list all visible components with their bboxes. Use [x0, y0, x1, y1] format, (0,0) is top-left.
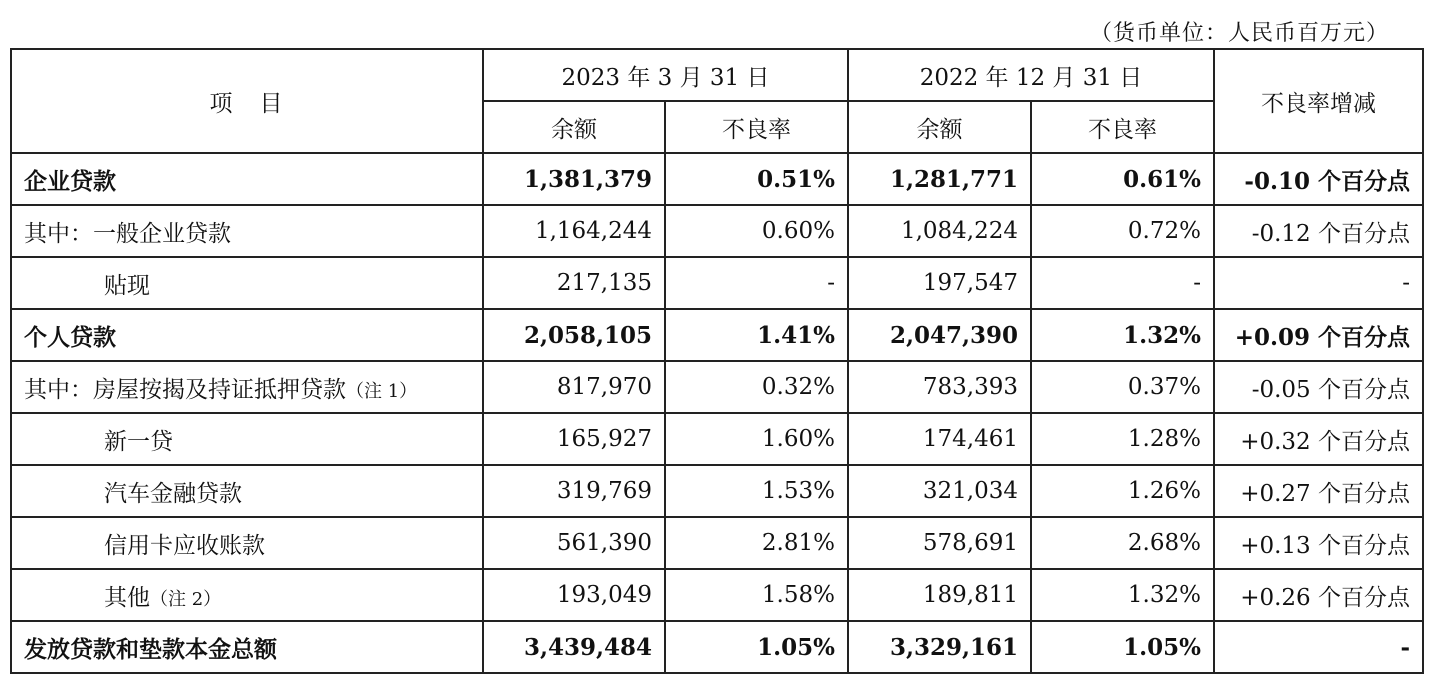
row-label: 新一贷: [11, 413, 483, 465]
npl-ratio-2023: -: [665, 257, 848, 309]
balance-2022: 1,084,224: [848, 205, 1031, 257]
npl-ratio-2023: 1.53%: [665, 465, 848, 517]
table-row: [11, 153, 1423, 205]
loan-quality-table: [10, 48, 1424, 674]
npl-change: -0.12 个百分点: [1214, 205, 1423, 257]
npl-change: +0.27 个百分点: [1214, 465, 1423, 517]
table-row: [11, 205, 1423, 257]
npl-ratio-2022: 2.68%: [1031, 517, 1214, 569]
npl-change: +0.09 个百分点: [1214, 309, 1423, 361]
header-npl-change: 不良率增减: [1214, 49, 1423, 153]
balance-2023: 817,970: [483, 361, 665, 413]
table-row: [11, 465, 1423, 517]
row-label-text: 其他: [104, 584, 150, 611]
balance-2023: 1,164,244: [483, 205, 665, 257]
npl-ratio-2023: 0.60%: [665, 205, 848, 257]
row-label: 信用卡应收账款: [11, 517, 483, 569]
npl-ratio-2022: 1.28%: [1031, 413, 1214, 465]
row-label: 贴现: [11, 257, 483, 309]
balance-2022: 321,034: [848, 465, 1031, 517]
npl-change: -0.10 个百分点: [1214, 153, 1423, 205]
npl-ratio-2022: 1.32%: [1031, 309, 1214, 361]
npl-ratio-2022: 1.32%: [1031, 569, 1214, 621]
row-label: 企业贷款: [11, 153, 483, 205]
balance-2022: 578,691: [848, 517, 1031, 569]
header-item: 项 目: [11, 49, 483, 153]
balance-2022: 1,281,771: [848, 153, 1031, 205]
row-label: 汽车金融贷款: [11, 465, 483, 517]
header-npl-ratio-2022: 不良率: [1031, 101, 1214, 153]
balance-2023: 3,439,484: [483, 621, 665, 673]
balance-2023: 561,390: [483, 517, 665, 569]
npl-ratio-2022: 0.72%: [1031, 205, 1214, 257]
balance-2022: 174,461: [848, 413, 1031, 465]
row-label: 发放贷款和垫款本金总额: [11, 621, 483, 673]
row-label: 其中：一般企业贷款: [11, 205, 483, 257]
balance-2023: 1,381,379: [483, 153, 665, 205]
npl-change: -: [1214, 257, 1423, 309]
npl-ratio-2023: 1.60%: [665, 413, 848, 465]
header-balance-2022: 余额: [848, 101, 1031, 153]
balance-2023: 165,927: [483, 413, 665, 465]
table-body: [11, 153, 1423, 673]
row-label: [11, 361, 483, 413]
table-row: [11, 413, 1423, 465]
npl-change: +0.13 个百分点: [1214, 517, 1423, 569]
npl-ratio-2023: 1.05%: [665, 621, 848, 673]
footnote-ref: （注 2）: [150, 588, 222, 610]
npl-ratio-2022: -: [1031, 257, 1214, 309]
npl-change: +0.26 个百分点: [1214, 569, 1423, 621]
balance-2023: 193,049: [483, 569, 665, 621]
table-row: [11, 309, 1423, 361]
npl-change: -: [1214, 621, 1423, 673]
npl-ratio-2022: 0.61%: [1031, 153, 1214, 205]
npl-change: -0.05 个百分点: [1214, 361, 1423, 413]
balance-2022: 783,393: [848, 361, 1031, 413]
npl-ratio-2022: 0.37%: [1031, 361, 1214, 413]
npl-change: +0.32 个百分点: [1214, 413, 1423, 465]
balance-2022: 2,047,390: [848, 309, 1031, 361]
balance-2023: 2,058,105: [483, 309, 665, 361]
npl-ratio-2023: 2.81%: [665, 517, 848, 569]
currency-unit-note: （货币单位：人民币百万元）: [1089, 21, 1389, 46]
table-row: [11, 569, 1423, 621]
header-period-2022: 2022 年 12 月 31 日: [848, 49, 1214, 101]
npl-ratio-2023: 0.32%: [665, 361, 848, 413]
npl-ratio-2023: 1.58%: [665, 569, 848, 621]
npl-ratio-2022: 1.26%: [1031, 465, 1214, 517]
footnote-ref: （注 1）: [346, 380, 418, 402]
row-label: 个人贷款: [11, 309, 483, 361]
balance-2022: 189,811: [848, 569, 1031, 621]
header-npl-ratio-2023: 不良率: [665, 101, 848, 153]
npl-ratio-2023: 1.41%: [665, 309, 848, 361]
balance-2022: 197,547: [848, 257, 1031, 309]
npl-ratio-2022: 1.05%: [1031, 621, 1214, 673]
balance-2023: 217,135: [483, 257, 665, 309]
header-period-2023: 2023 年 3 月 31 日: [483, 49, 848, 101]
header-balance-2023: 余额: [483, 101, 665, 153]
balance-2022: 3,329,161: [848, 621, 1031, 673]
balance-2023: 319,769: [483, 465, 665, 517]
row-label-text: 其中：房屋按揭及持证抵押贷款: [24, 376, 346, 403]
table-row: [11, 361, 1423, 413]
row-label: [11, 569, 483, 621]
npl-ratio-2023: 0.51%: [665, 153, 848, 205]
table-row: [11, 621, 1423, 673]
table-header: [11, 49, 1423, 153]
table-row: [11, 257, 1423, 309]
table-row: [11, 517, 1423, 569]
